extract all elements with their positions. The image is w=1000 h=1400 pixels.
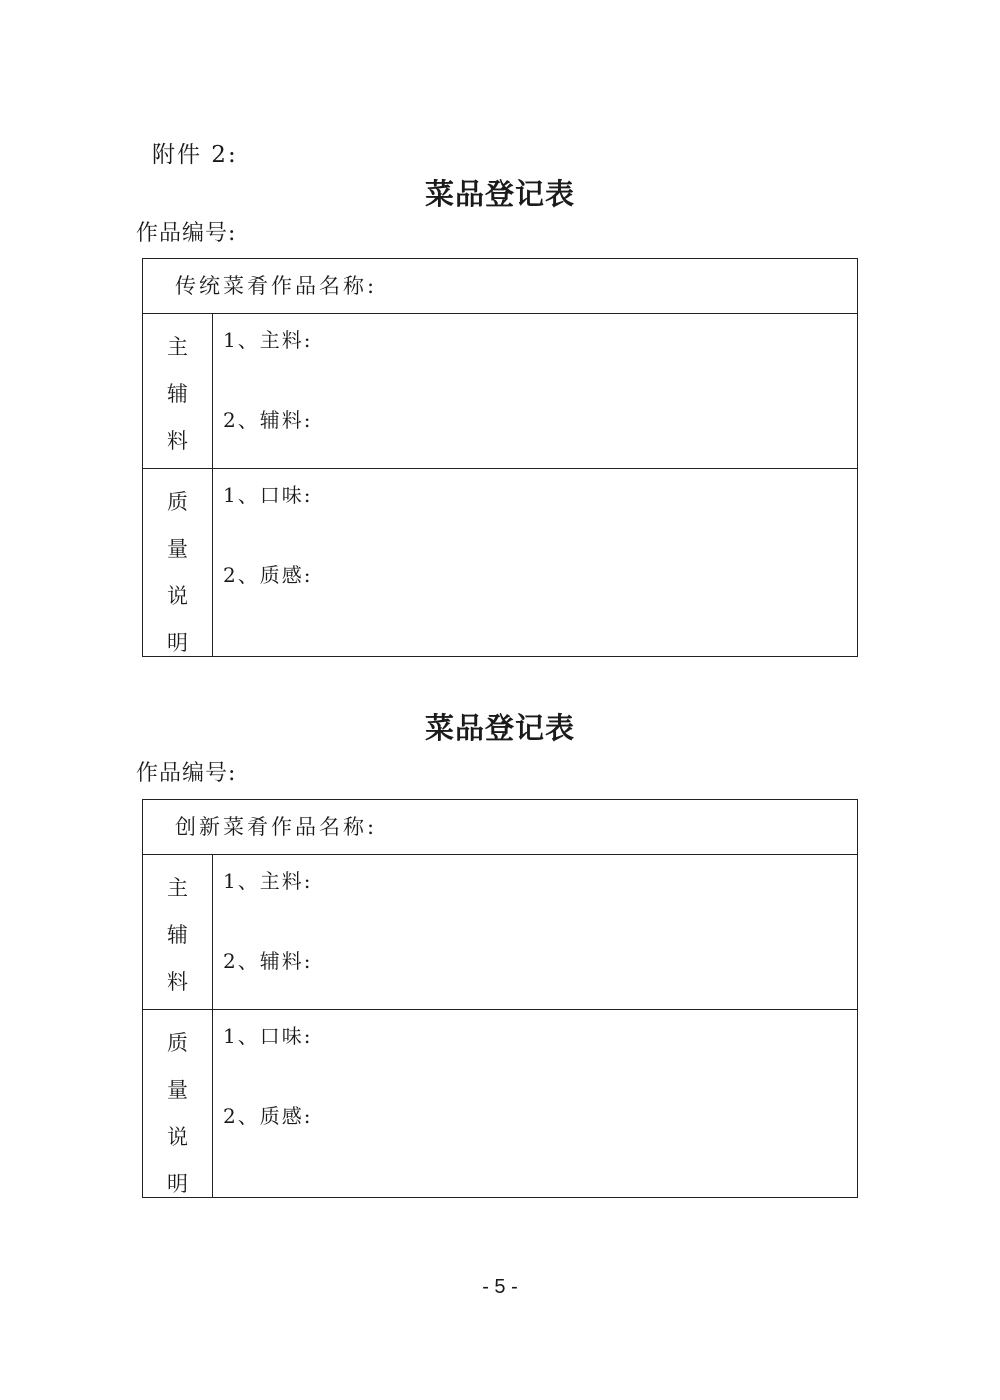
quality-label <box>143 469 213 656</box>
page-number: - 5 - <box>482 1276 518 1298</box>
label-char: 说 <box>167 1125 188 1149</box>
quality-content[interactable] <box>213 469 857 656</box>
ingredients-content[interactable] <box>213 314 857 468</box>
ingredients-label <box>143 855 213 1009</box>
ingredients-section <box>143 314 857 469</box>
dish-name-field[interactable]: 传统菜肴作品名称: <box>143 259 857 314</box>
label-char: 明 <box>167 1172 188 1196</box>
label-char: 质 <box>167 1031 188 1055</box>
quality-section <box>143 1010 857 1197</box>
attachment-label: 附件 2: <box>152 142 238 168</box>
label-char: 量 <box>167 1078 188 1102</box>
registration-form <box>142 799 858 1198</box>
main-ingredient-field: 1、主料: <box>223 869 313 893</box>
ingredients-label <box>143 314 213 468</box>
label-char: 辅 <box>167 923 188 947</box>
texture-field: 2、质感: <box>223 1104 313 1128</box>
quality-content[interactable] <box>213 1010 857 1197</box>
registration-form <box>142 258 858 657</box>
label-char: 明 <box>167 631 188 655</box>
auxiliary-ingredient-field: 2、辅料: <box>223 949 313 973</box>
quality-label <box>143 1010 213 1197</box>
auxiliary-ingredient-field: 2、辅料: <box>223 408 313 432</box>
ingredients-section <box>143 855 857 1010</box>
label-char: 主 <box>167 335 188 359</box>
work-code-label: 作品编号: <box>136 761 237 786</box>
label-char: 主 <box>167 876 188 900</box>
dish-name-field[interactable]: 创新菜肴作品名称: <box>143 800 857 855</box>
label-char: 说 <box>167 584 188 608</box>
label-char: 料 <box>167 970 188 994</box>
quality-section <box>143 469 857 656</box>
form-title: 菜品登记表 <box>424 177 575 211</box>
label-char: 质 <box>167 490 188 514</box>
work-code-label: 作品编号: <box>136 221 237 246</box>
taste-field: 1、口味: <box>223 1024 313 1048</box>
texture-field: 2、质感: <box>223 563 313 587</box>
label-char: 辅 <box>167 382 188 406</box>
label-char: 料 <box>167 429 188 453</box>
taste-field: 1、口味: <box>223 483 313 507</box>
ingredients-content[interactable] <box>213 855 857 1009</box>
form-title: 菜品登记表 <box>424 711 575 745</box>
main-ingredient-field: 1、主料: <box>223 328 313 352</box>
label-char: 量 <box>167 537 188 561</box>
